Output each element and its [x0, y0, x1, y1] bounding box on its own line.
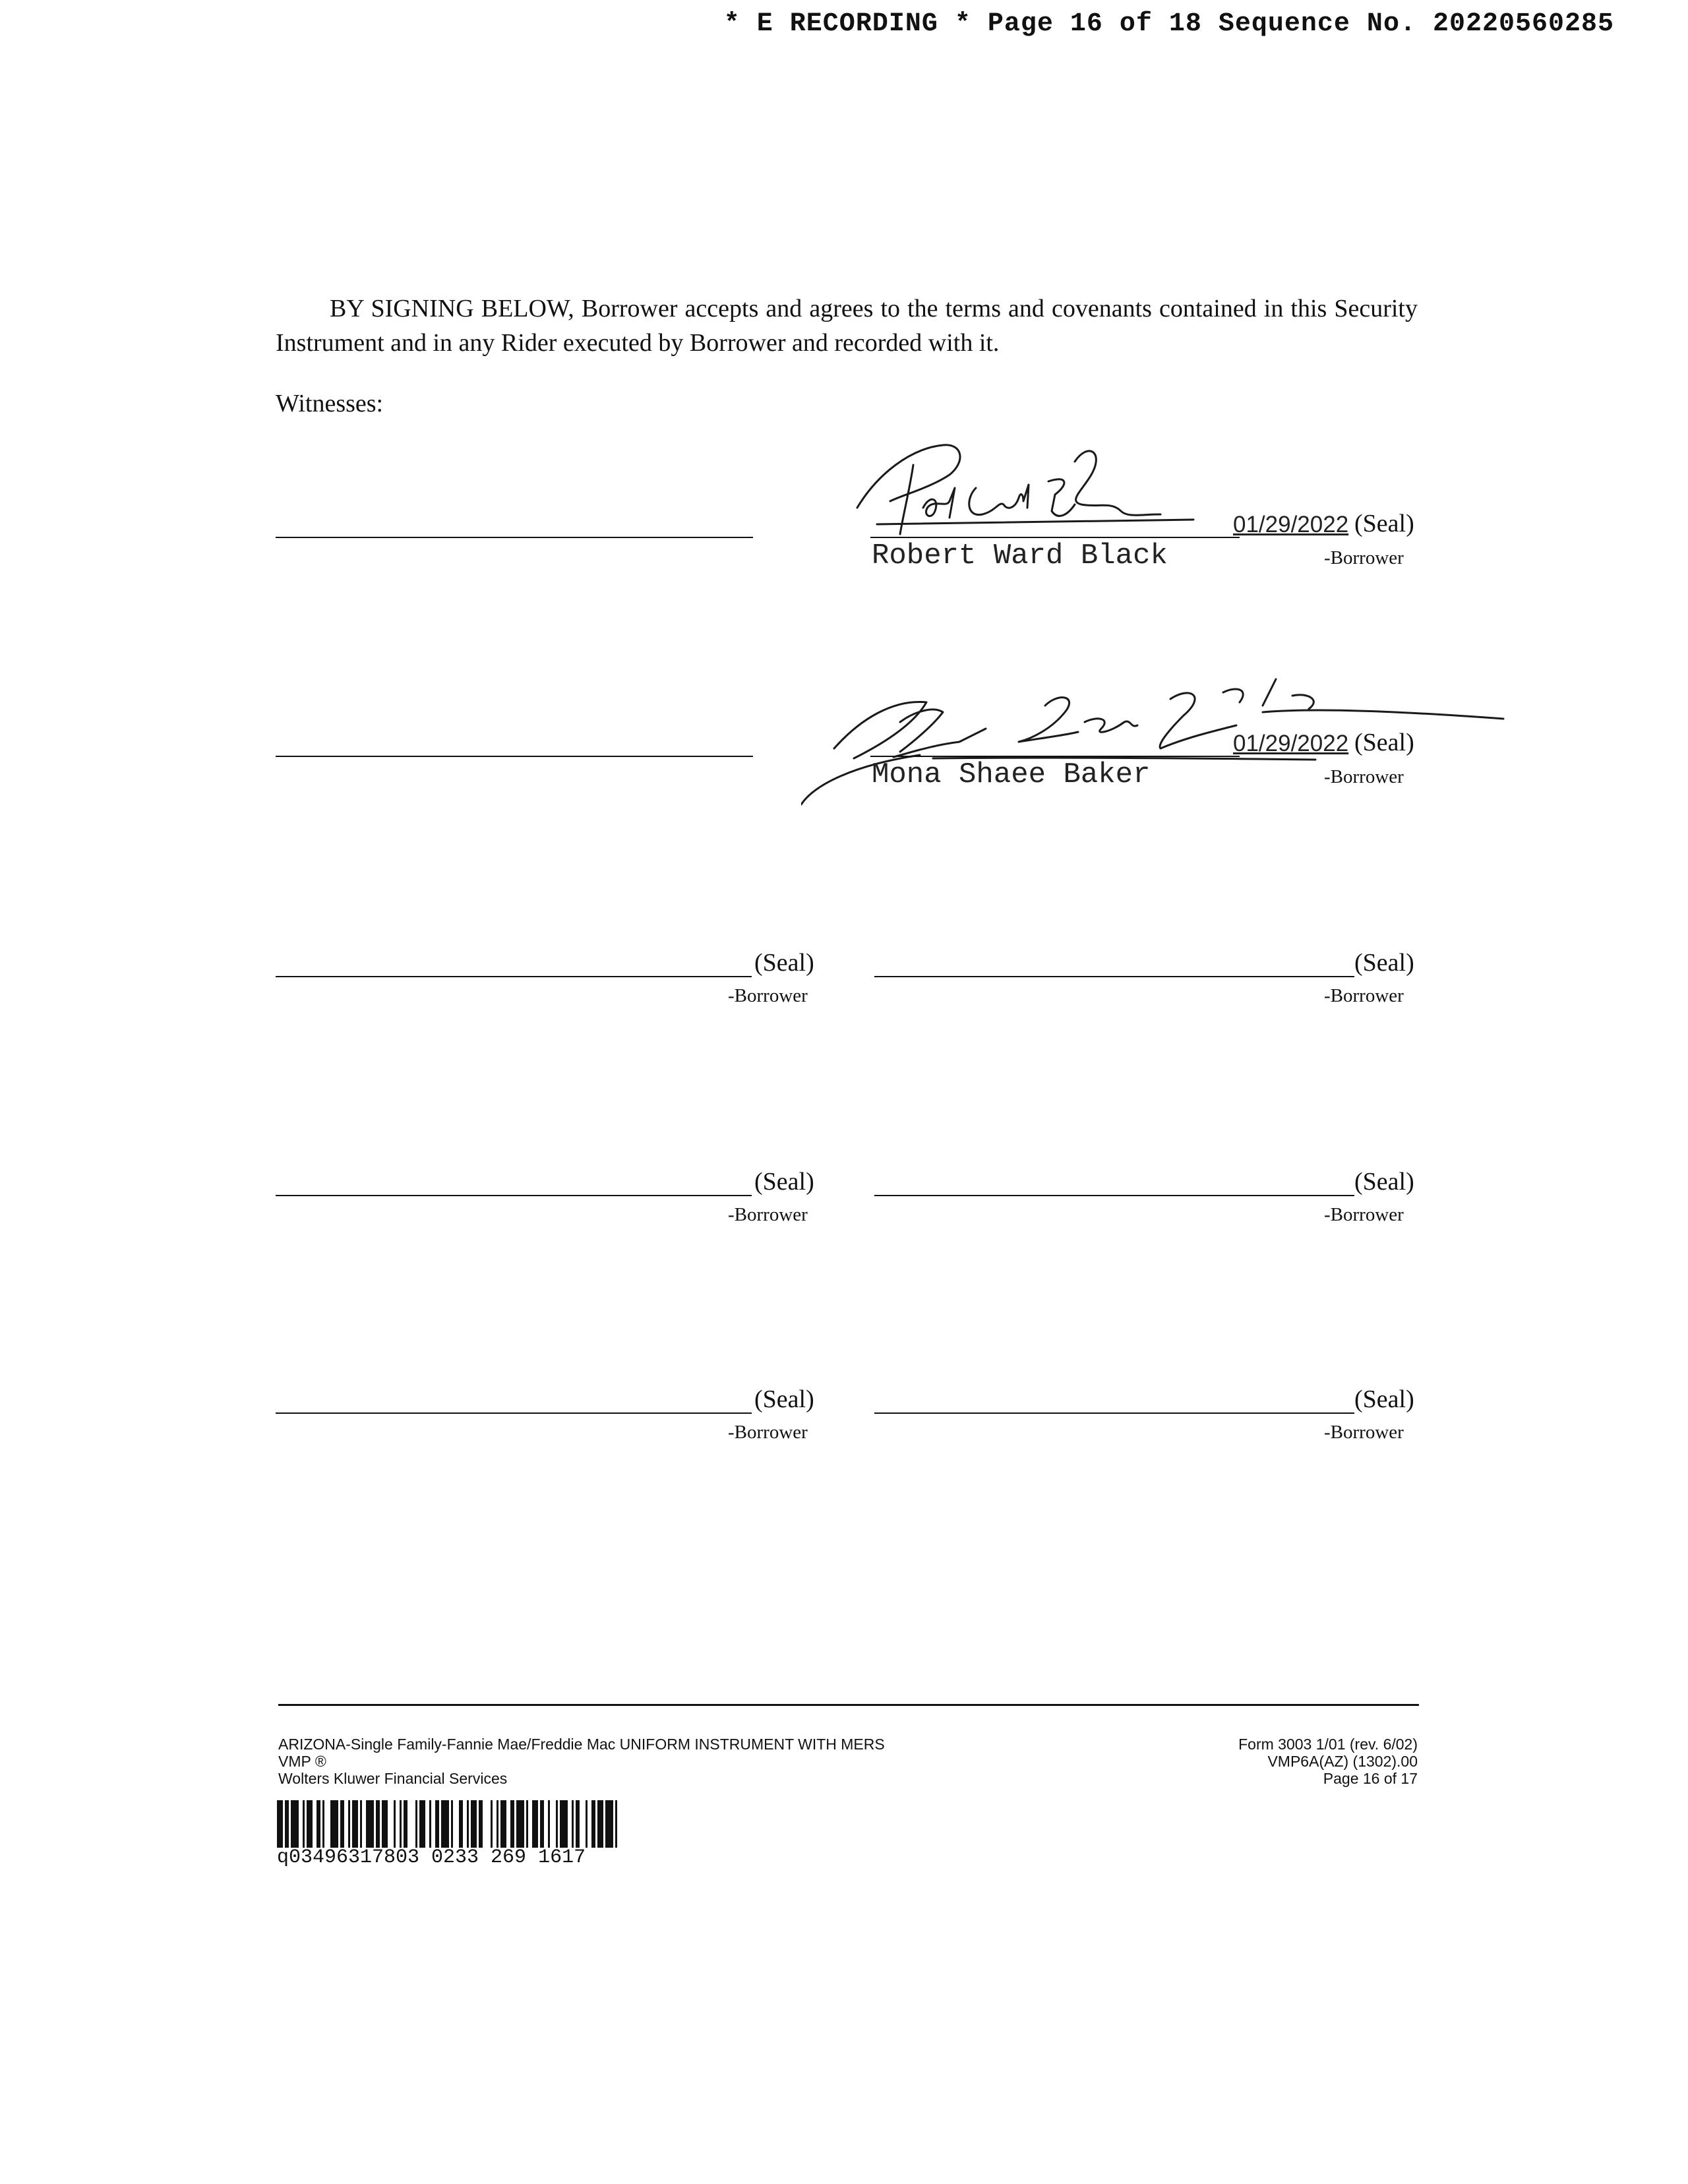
footer-publisher: Wolters Kluwer Financial Services: [278, 1770, 508, 1787]
signer-1-seal: (Seal): [1354, 510, 1414, 537]
signer-1-name: Robert Ward Black: [872, 539, 1168, 572]
blank-line-5: [276, 1412, 752, 1414]
signer-2-seal: (Seal): [1354, 729, 1414, 756]
signer-2-name: Mona Shaee Baker: [872, 758, 1151, 791]
blank-line-2: [874, 976, 1354, 977]
signer-2-line: [870, 756, 1240, 757]
barcode-number: q03496317803 0233 269 1617: [277, 1846, 586, 1869]
blank-seal-1: (Seal): [754, 949, 814, 977]
signer-2-role: -Borrower: [1324, 766, 1404, 787]
blank-seal-6: (Seal): [1354, 1385, 1414, 1413]
recording-header: * E RECORDING * Page 16 of 18 Sequence No. 20220560285: [723, 9, 1614, 39]
blank-role-5: -Borrower: [728, 1422, 808, 1443]
blank-role-4: -Borrower: [1324, 1204, 1404, 1225]
blank-line-3: [276, 1195, 752, 1196]
footer-form-title: ARIZONA-Single Family-Fannie Mae/Freddie Mac UNIFORM INSTRUMENT WITH MERS: [278, 1736, 885, 1753]
barcode: [277, 1800, 725, 1848]
footer-form-number: Form 3003 1/01 (rev. 6/02): [1238, 1736, 1418, 1753]
footer-right: [1238, 1736, 1418, 1787]
footer-left: [278, 1736, 885, 1787]
footer-page-number: Page 16 of 17: [1323, 1770, 1418, 1787]
footer-form-code: VMP6A(AZ) (1302).00: [1267, 1753, 1418, 1770]
signing-statement-text: BY SIGNING BELOW, Borrower accepts and agrees to the terms and covenants contained in this Security Instrument and in any Rider executed by Borrower and recorded with it.: [276, 295, 1418, 357]
signer-1-role: -Borrower: [1324, 547, 1404, 568]
signature-robert-ward-black: [851, 435, 1207, 547]
witnesses-label: Witnesses:: [276, 390, 384, 417]
blank-line-1: [276, 976, 752, 977]
signer-1-date: 01/29/2022: [1233, 512, 1349, 537]
footer-rule: [278, 1704, 1419, 1706]
blank-seal-3: (Seal): [754, 1168, 814, 1196]
blank-role-2: -Borrower: [1324, 985, 1404, 1006]
blank-role-6: -Borrower: [1324, 1422, 1404, 1443]
footer-vmp: VMP ®: [278, 1753, 326, 1770]
blank-role-1: -Borrower: [728, 985, 808, 1006]
blank-role-3: -Borrower: [728, 1204, 808, 1225]
signing-statement: [276, 291, 1418, 360]
witness-line-2: [276, 756, 753, 757]
blank-seal-2: (Seal): [1354, 949, 1414, 977]
signer-1-line: [870, 537, 1240, 538]
blank-line-4: [874, 1195, 1354, 1196]
witness-line-1: [276, 537, 753, 538]
signer-2-date: 01/29/2022: [1233, 731, 1349, 756]
blank-seal-4: (Seal): [1354, 1168, 1414, 1196]
blank-seal-5: (Seal): [754, 1385, 814, 1413]
blank-line-6: [874, 1412, 1354, 1414]
